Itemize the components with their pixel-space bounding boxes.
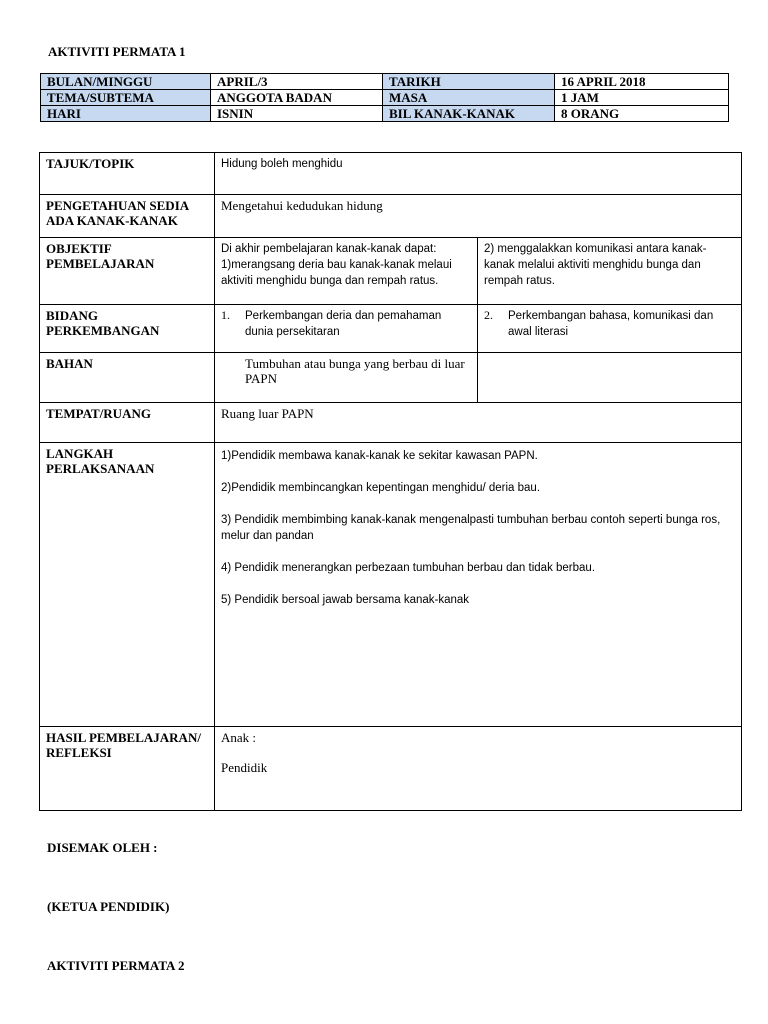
header-row-theme bbox=[41, 90, 729, 106]
month-week-label: BULAN/MINGGU bbox=[41, 74, 211, 90]
header-row-month bbox=[41, 74, 729, 90]
reflection-educator: Pendidik bbox=[221, 760, 268, 775]
reflection-label: HASIL PEMBELAJARAN/ REFLEKSI bbox=[40, 727, 215, 811]
development-item-2 bbox=[484, 308, 735, 340]
duration-label: MASA bbox=[383, 90, 555, 106]
reflection-child: Anak : bbox=[221, 730, 257, 745]
step-item: 3) Pendidik membimbing kanak-kanak mengenalpasti tumbuhan berbau contoh seperti bunga ros, melur dan pandan bbox=[221, 514, 721, 542]
development-item-2-number: 2. bbox=[484, 308, 493, 322]
theme-label: TEMA/SUBTEMA bbox=[41, 90, 211, 106]
day-label: HARI bbox=[41, 106, 211, 122]
development-item-1-text: Perkembangan deria dan pemahaman dunia persekitaran bbox=[245, 310, 442, 338]
place-label: TEMPAT/RUANG bbox=[40, 403, 215, 443]
topic-label: TAJUK/TOPIK bbox=[40, 153, 215, 195]
prior-knowledge-value: Mengetahui kedudukan hidung bbox=[221, 198, 383, 213]
prior-knowledge-label: PENGETAHUAN SEDIA ADA KANAK-KANAK bbox=[40, 195, 215, 238]
materials-label: BAHAN bbox=[40, 353, 215, 403]
development-label: BIDANG PERKEMBANGAN bbox=[40, 305, 215, 353]
row-objectives bbox=[40, 238, 742, 305]
row-steps bbox=[40, 443, 742, 727]
objectives-cell-1 bbox=[215, 238, 478, 305]
children-count-label: BIL KANAK-KANAK bbox=[383, 106, 555, 122]
development-cell-2 bbox=[478, 305, 742, 353]
row-prior-knowledge bbox=[40, 195, 742, 238]
topic-cell bbox=[215, 153, 742, 195]
lesson-plan-table bbox=[39, 152, 742, 811]
materials-empty-cell bbox=[478, 353, 742, 403]
step-item: 2)Pendidik membincangkan kepentingan menghidu/ deria bau. bbox=[221, 482, 541, 494]
step-item: 1)Pendidik membawa kanak-kanak ke sekitar kawasan PAPN. bbox=[221, 450, 538, 462]
development-cell-1 bbox=[215, 305, 478, 353]
topic-value: Hidung boleh menghidu bbox=[221, 158, 343, 170]
step-item: 4) Pendidik menerangkan perbezaan tumbuhan berbau dan tidak berbau. bbox=[221, 562, 596, 574]
checked-by-label: DISEMAK OLEH : bbox=[47, 840, 158, 855]
prior-knowledge-cell bbox=[215, 195, 742, 238]
month-week-value: APRIL/3 bbox=[211, 74, 383, 90]
head-educator-label: (KETUA PENDIDIK) bbox=[47, 899, 170, 914]
materials-value: Tumbuhan atau bunga yang berbau di luar PAPN bbox=[245, 356, 465, 386]
materials-cell bbox=[215, 353, 478, 403]
step-item: 5) Pendidik bersoal jawab bersama kanak-kanak bbox=[221, 594, 470, 606]
objectives-label: OBJEKTIF PEMBELAJARAN bbox=[40, 238, 215, 305]
document-title: AKTIVITI PERMATA 1 bbox=[48, 44, 186, 59]
objective-item-2: 2) menggalakkan komunikasi antara kanak-kanak melalui aktiviti menghidu bunga dan rempah ratus. bbox=[484, 243, 707, 287]
row-reflection bbox=[40, 727, 742, 811]
reflection-cell bbox=[215, 727, 742, 811]
duration-value: 1 JAM bbox=[555, 90, 729, 106]
objective-item-1: 1)merangsang deria bau kanak-kanak melaui aktiviti menghidu bunga dan rempah ratus. bbox=[221, 259, 452, 287]
steps-label: LANGKAH PERLAKSANAAN bbox=[40, 443, 215, 727]
development-item-1 bbox=[221, 308, 471, 340]
header-row-day bbox=[41, 106, 729, 122]
objectives-cell-2 bbox=[478, 238, 742, 305]
next-activity-title: AKTIVITI PERMATA 2 bbox=[47, 958, 185, 973]
row-development bbox=[40, 305, 742, 353]
row-materials bbox=[40, 353, 742, 403]
date-label: TARIKH bbox=[383, 74, 555, 90]
place-value: Ruang luar PAPN bbox=[221, 406, 314, 421]
date-value: 16 APRIL 2018 bbox=[555, 74, 729, 90]
header-info-table bbox=[40, 73, 729, 122]
day-value: ISNIN bbox=[211, 106, 383, 122]
place-cell bbox=[215, 403, 742, 443]
row-topic bbox=[40, 153, 742, 195]
theme-value: ANGGOTA BADAN bbox=[211, 90, 383, 106]
development-item-1-number: 1. bbox=[221, 308, 230, 322]
row-place bbox=[40, 403, 742, 443]
development-item-2-text: Perkembangan bahasa, komunikasi dan awal literasi bbox=[508, 310, 714, 338]
steps-cell bbox=[215, 443, 742, 727]
objectives-intro: Di akhir pembelajaran kanak-kanak dapat: bbox=[221, 243, 437, 255]
children-count-value: 8 ORANG bbox=[555, 106, 729, 122]
